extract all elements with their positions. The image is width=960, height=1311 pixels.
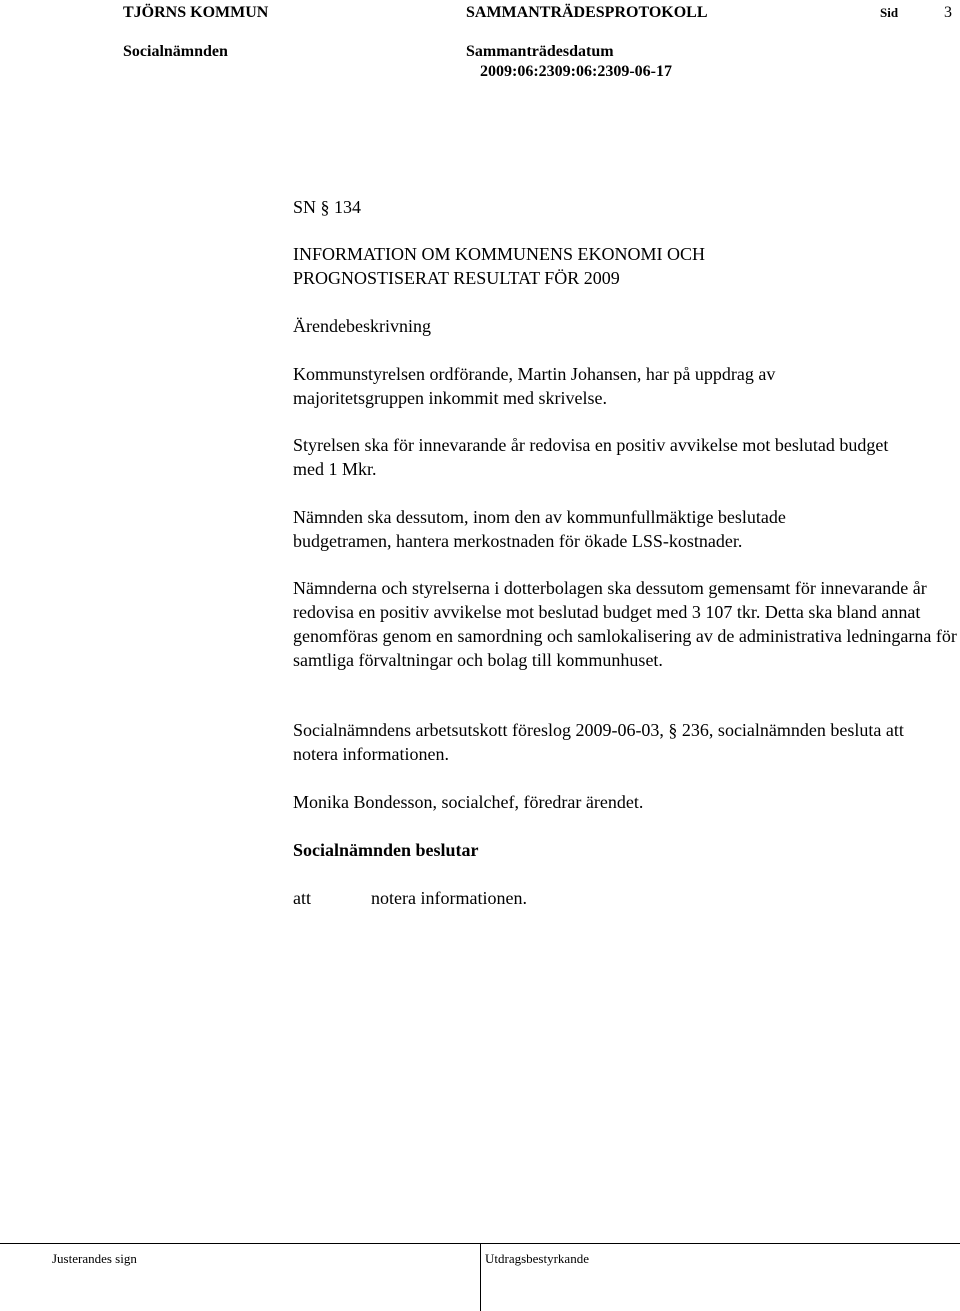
case-title-line-1: INFORMATION OM KOMMUNENS EKONOMI OCH	[293, 244, 706, 264]
decision-heading: Socialnämnden beslutar	[293, 840, 479, 860]
paragraph: Kommunstyrelsen ordförande, Martin Johansen, har på uppdrag av majoritetsgruppen inkommit med skrivelse.	[293, 364, 776, 408]
utdragsbestyrkande-label: Utdragsbestyrkande	[485, 1251, 589, 1266]
meeting-date-value: 2009:06:2309:06:2309-06-17	[480, 63, 672, 80]
meeting-date-label: Sammanträdesdatum	[466, 43, 614, 60]
paragraph: Monika Bondesson, socialchef, föredrar ärendet.	[293, 792, 644, 812]
decision-text: notera informationen.	[371, 888, 527, 908]
case-title-line-2: PROGNOSTISERAT RESULTAT FÖR 2009	[293, 268, 620, 288]
decision-att: att	[293, 888, 311, 908]
paragraph: Nämnden ska dessutom, inom den av kommunfullmäktige beslutade budgetramen, hantera merkostnaden för ökade LSS-kostnader.	[293, 507, 786, 551]
paragraph: Socialnämndens arbetsutskott föreslog 2009-06-03, § 236, socialnämnden besluta att notera informationen.	[293, 720, 904, 764]
justerandes-sign-label: Justerandes sign	[52, 1251, 137, 1266]
committee-name: Socialnämnden	[123, 43, 228, 60]
page-label: Sid	[880, 5, 899, 20]
footer-divider	[480, 1243, 481, 1311]
section-heading: Ärendebeskrivning	[293, 316, 431, 336]
paragraph: Styrelsen ska för innevarande år redovisa en positiv avvikelse mot beslutad budget med 1 Mkr.	[293, 435, 889, 479]
organization-name: TJÖRNS KOMMUN	[123, 4, 269, 21]
case-number: SN § 134	[293, 197, 362, 217]
paragraph: Nämnderna och styrelserna i dotterbolagen ska dessutom gemensamt för innevarande år redovisa en positiv avvikelse mot beslutad budget med 3 107 tkr. Detta ska bland annat genomföras genom en samordning och samlokalisering av de administrativa ledningarna för samtliga förvaltningar och bolag till kommunhuset.	[293, 578, 957, 670]
document-type: SAMMANTRÄDESPROTOKOLL	[466, 4, 708, 21]
page-number: 3	[944, 4, 952, 21]
